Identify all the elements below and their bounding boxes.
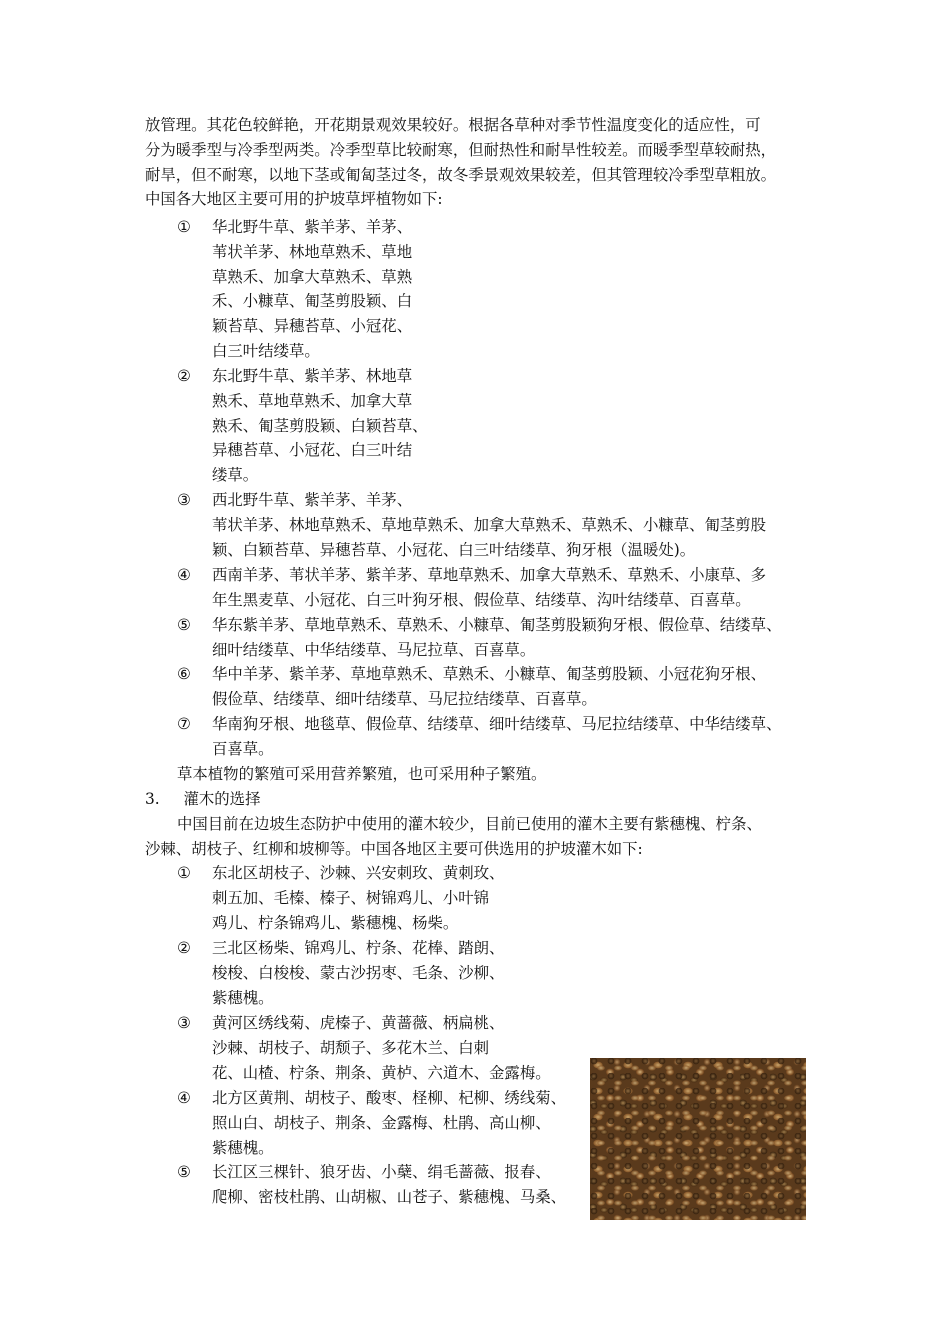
- text-line: 鸡儿、柠条锦鸡儿、紫穗槐、杨柴。: [212, 913, 459, 932]
- text-line: 长江区三棵针、狼牙齿、小蘖、绢毛蔷薇、报春、: [212, 1163, 551, 1181]
- text-line: 假俭草、结缕草、细叶结缕草、马尼拉结缕草、百喜草。: [212, 689, 597, 708]
- text-line: 异穗苔草、小冠花、白三叶结: [212, 441, 413, 460]
- text-line: 放管理。其花色较鲜艳，开花期景观效果较好。根据各草种对季节性温度变化的适应性，可: [145, 116, 761, 134]
- text-line: 苇状羊茅、林地草熟禾、草地: [212, 242, 413, 261]
- shrub-intro-paragraph: [145, 812, 810, 862]
- text-line: 白三叶结缕草。: [212, 341, 320, 360]
- text-line: 细叶结缕草、中华结缕草、马尼拉草、百喜草。: [212, 640, 536, 659]
- text-line: 沙棘、胡枝子、胡颓子、多花木兰、白刺: [212, 1038, 490, 1057]
- text-line: 沙棘、胡枝子、红柳和坡柳等。中国各地区主要可供选用的护坡灌木如下:: [145, 839, 643, 858]
- list-item: [212, 364, 430, 488]
- text-line: 爬柳、密枝杜鹃、山胡椒、山苍子、紫穗槐、马桑、: [212, 1187, 566, 1206]
- seeds-photo: [590, 1058, 806, 1220]
- text-line: 中国目前在边坡生态防护中使用的灌木较少，目前已使用的灌木主要有紫穗槐、柠条、: [177, 815, 762, 833]
- section-title: 灌木的选择: [183, 790, 261, 808]
- text-line: 颖苔草、异穗苔草、小冠花、: [212, 317, 413, 336]
- text-line: 华中羊茅、紫羊茅、草地草熟禾、草熟禾、小糠草、匍茎剪股颖、小冠花狗牙根、: [212, 665, 767, 683]
- text-line: 华东紫羊茅、草地草熟禾、草熟禾、小糠草、匍茎剪股颖狗牙根、假俭草、结缕草、: [212, 616, 782, 634]
- list-item: [212, 1011, 578, 1085]
- list-item: [212, 662, 810, 712]
- text-line: 熟禾、匍茎剪股颖、白颖苔草、: [212, 416, 428, 435]
- list-item: [212, 712, 810, 762]
- section-number: 3.: [145, 790, 160, 808]
- list-item: [212, 613, 810, 663]
- list-marker: ⑥: [177, 665, 191, 683]
- text-line: 中国各大地区主要可用的护坡草坪植物如下:: [145, 190, 443, 209]
- list-marker: ①: [177, 218, 191, 236]
- list-item: [212, 936, 578, 1010]
- text-line: 三北区杨柴、锦鸡儿、柠条、花棒、踏朗、: [212, 939, 505, 957]
- propagation-paragraph: 草本植物的繁殖可采用营养繁殖，也可采用种子繁殖。: [177, 765, 547, 783]
- list-item: [212, 1086, 578, 1160]
- text-line: 耐旱，但不耐寒，以地下茎或匍匐茎过冬，故冬季景观效果较差，但其管理较冷季型草粗放。: [145, 165, 777, 184]
- text-line: 熟禾、草地草熟禾、加拿大草: [212, 391, 413, 410]
- list-item: [212, 215, 430, 364]
- text-line: 缕草。: [212, 466, 259, 485]
- text-line: 西北野牛草、紫羊茅、羊茅、: [212, 491, 413, 509]
- text-line: 东北野牛草、紫羊茅、林地草: [212, 367, 413, 385]
- text-line: 紫穗槐。: [212, 1138, 274, 1157]
- text-line: 禾、小糠草、匍茎剪股颖、白: [212, 292, 413, 311]
- list-marker: ①: [177, 864, 191, 882]
- list-marker: ⑦: [177, 715, 191, 733]
- text-line: 华南狗牙根、地毯草、假俭草、结缕草、细叶结缕草、马尼拉结缕草、中华结缕草、: [212, 715, 782, 733]
- text-line: 百喜草。: [212, 739, 274, 758]
- text-line: 分为暖季型与冷季型两类。冷季型草比较耐寒，但耐热性和耐旱性较差。而暖季型草较耐热，: [145, 140, 777, 159]
- list-item: [212, 563, 810, 613]
- text-line: 北方区黄荆、胡枝子、酸枣、柽柳、杞柳、绣线菊、: [212, 1089, 566, 1107]
- text-line: 东北区胡枝子、沙棘、兴安刺玫、黄刺玫、: [212, 864, 505, 882]
- list-item: [212, 488, 810, 562]
- list-marker: ④: [177, 1089, 191, 1107]
- list-marker: ⑤: [177, 1163, 191, 1181]
- list-marker: ④: [177, 566, 191, 584]
- section-heading: [145, 787, 805, 812]
- text-line: 草熟禾、加拿大草熟禾、草熟: [212, 267, 413, 286]
- text-line: 照山白、胡枝子、荆条、金露梅、杜鹃、高山柳、: [212, 1113, 551, 1132]
- text-line: 梭梭、白梭梭、蒙古沙拐枣、毛条、沙柳、: [212, 963, 505, 982]
- text-line: 紫穗槐。: [212, 988, 274, 1007]
- intro-paragraph: [145, 113, 810, 212]
- text-line: 花、山楂、柠条、荆条、黄栌、六道木、金露梅。: [212, 1063, 551, 1082]
- list-marker: ②: [177, 367, 191, 385]
- list-marker: ③: [177, 1014, 191, 1032]
- text-line: 颖、白颖苔草、异穗苔草、小冠花、白三叶结缕草、狗牙根（温暖处)。: [212, 540, 696, 559]
- text-line: 西南羊茅、苇状羊茅、紫羊茅、草地草熟禾、加拿大草熟禾、草熟禾、小康草、多: [212, 566, 767, 584]
- text-line: 华北野牛草、紫羊茅、羊茅、: [212, 218, 413, 236]
- list-item: [212, 1160, 578, 1210]
- text-line: 年生黑麦草、小冠花、白三叶狗牙根、假俭草、结缕草、沟叶结缕草、百喜草。: [212, 590, 751, 609]
- text-line: 苇状羊茅、林地草熟禾、草地草熟禾、加拿大草熟禾、草熟禾、小糠草、匍茎剪股: [212, 515, 767, 534]
- list-item: [212, 861, 578, 935]
- list-marker: ②: [177, 939, 191, 957]
- list-marker: ⑤: [177, 616, 191, 634]
- text-line: 刺五加、毛榛、榛子、树锦鸡儿、小叶锦: [212, 888, 490, 907]
- list-marker: ③: [177, 491, 191, 509]
- text-line: 黄河区绣线菊、虎榛子、黄蔷薇、柄扁桃、: [212, 1014, 505, 1032]
